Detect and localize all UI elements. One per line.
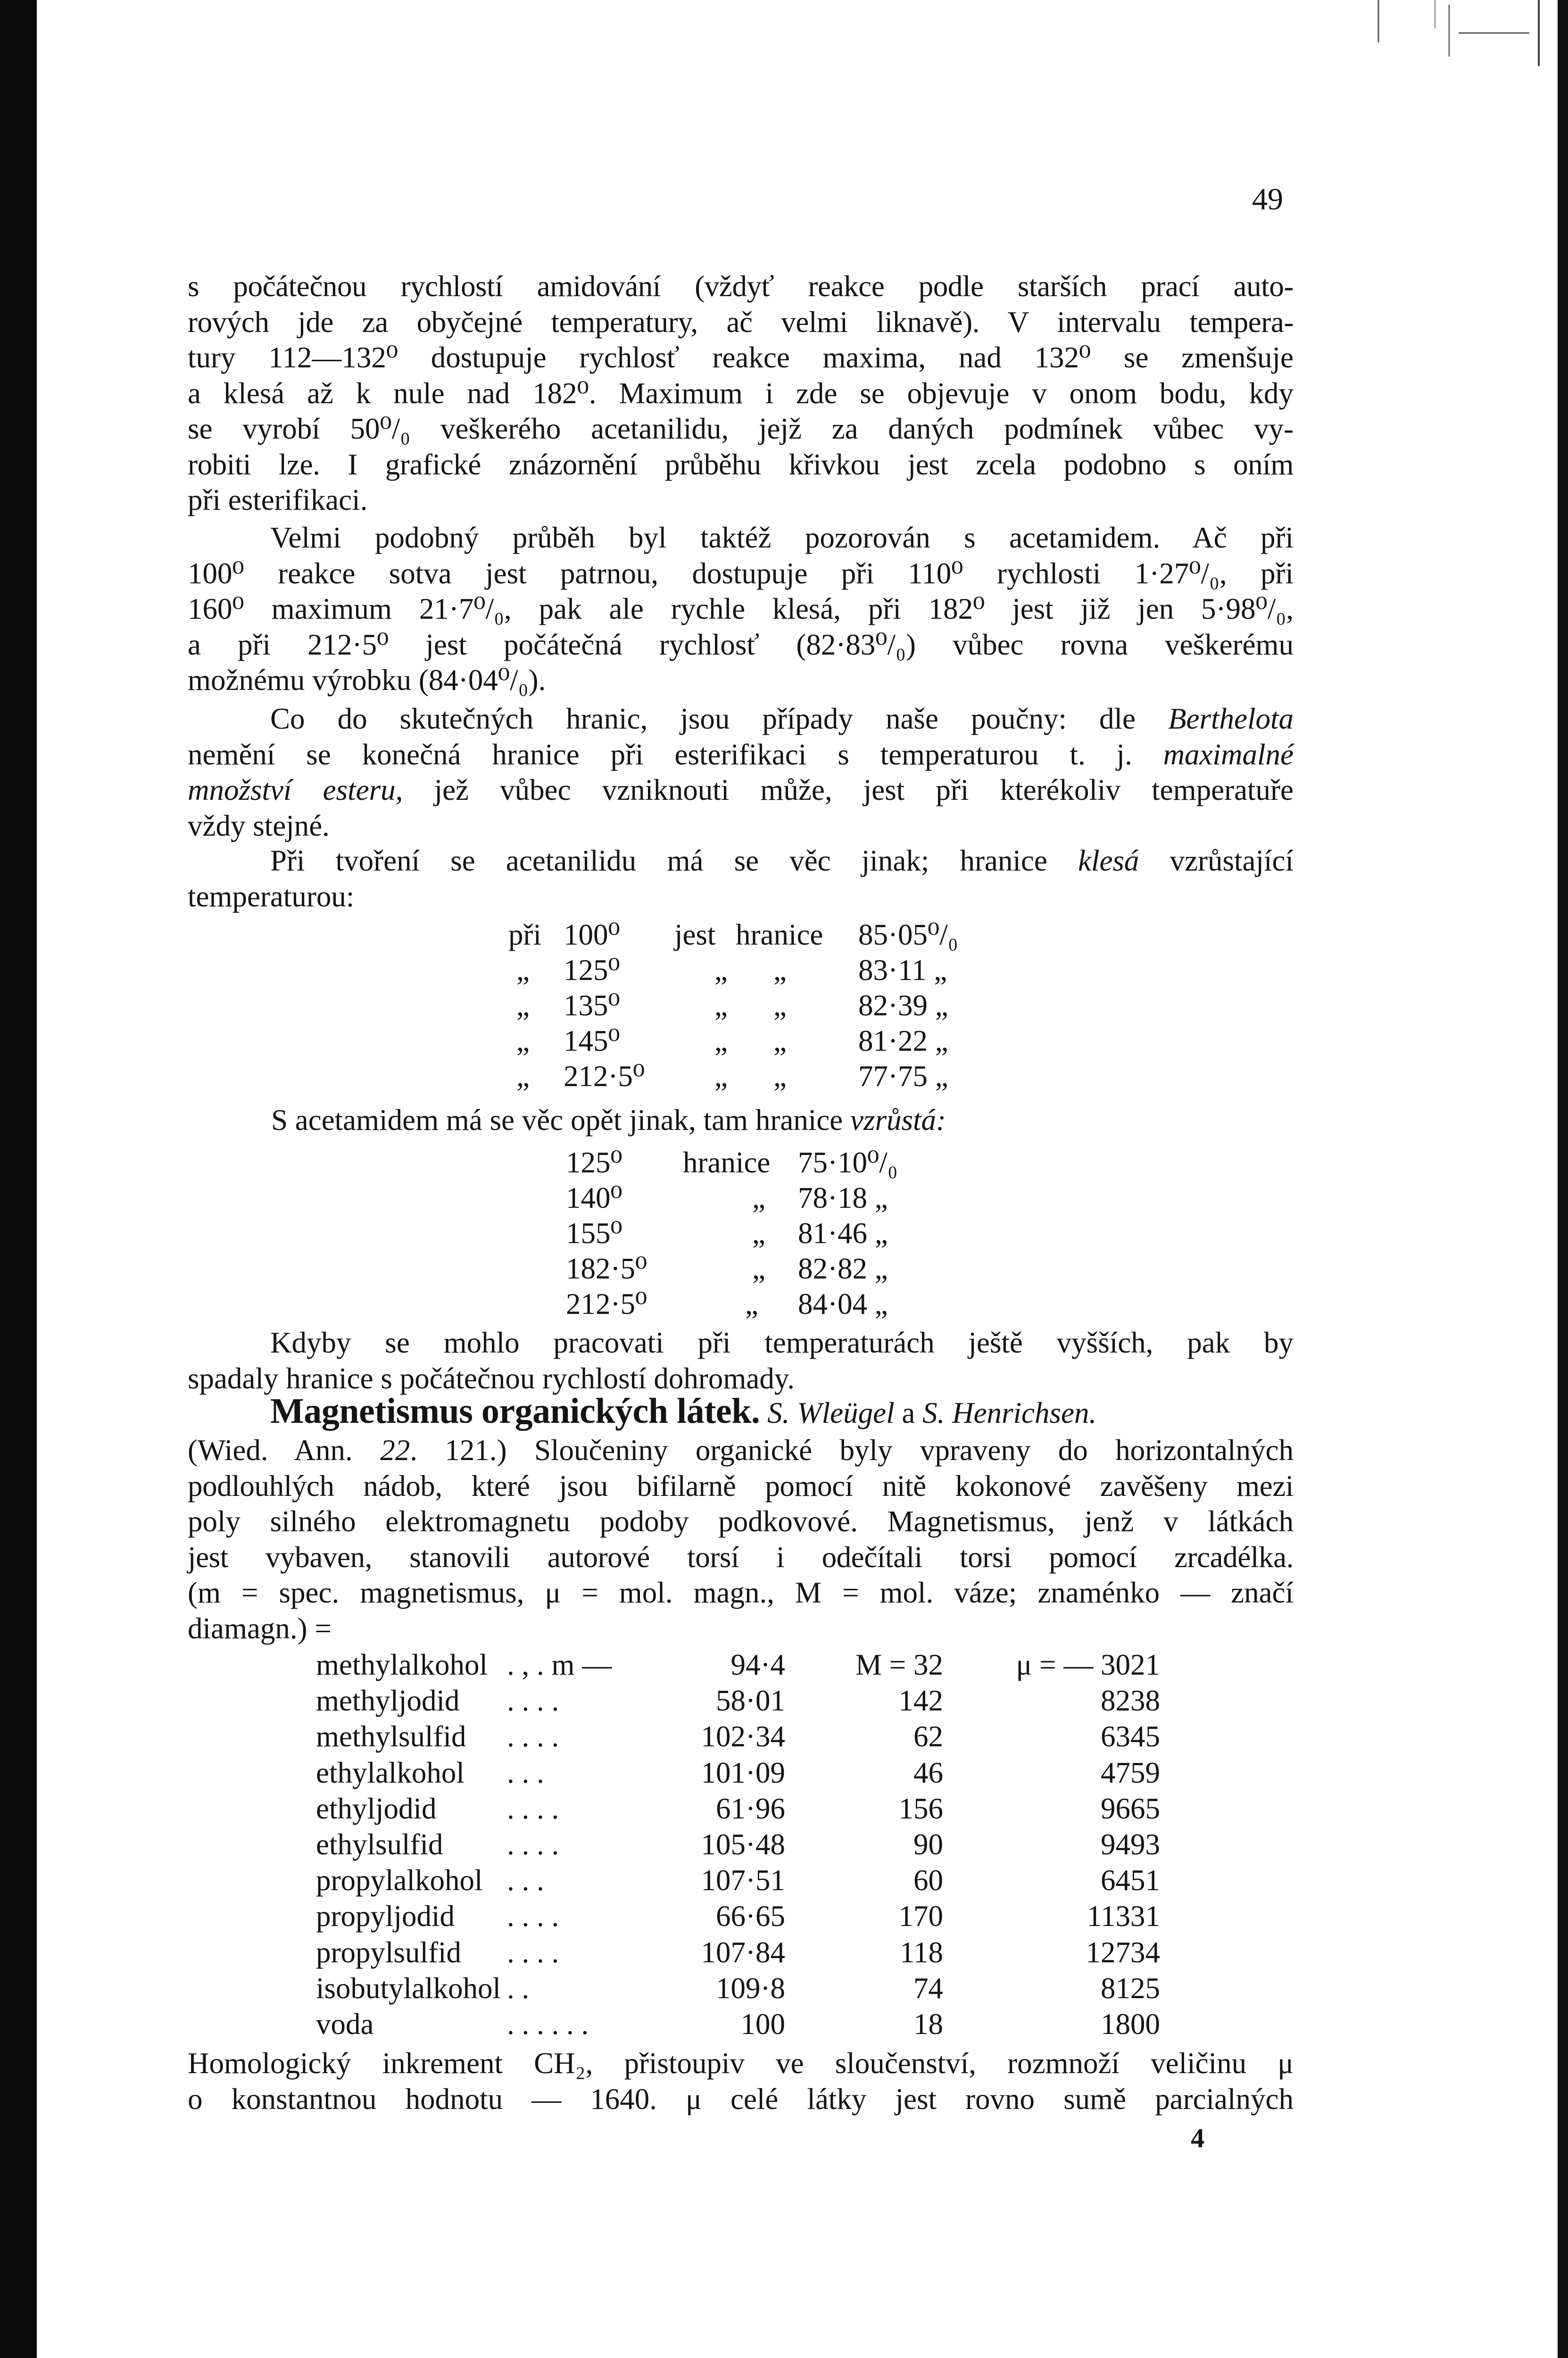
text-line: Co do skutečných hranic, jsou případy naše poučny: dle Berthelota bbox=[270, 702, 1294, 735]
mol-magnetism: 6451 bbox=[1101, 1864, 1160, 1897]
mol-weight: 156 bbox=[898, 1792, 943, 1825]
spec-magnetism: 101·09 bbox=[701, 1756, 785, 1789]
text-line: možnému výrobku (84·04⁰/₀). bbox=[188, 664, 546, 697]
mol-weight: 142 bbox=[898, 1684, 943, 1718]
mol-magnetism: 1800 bbox=[1101, 2008, 1160, 2041]
mol-weight: M = 32 bbox=[855, 1648, 943, 1681]
mol-magnetism: 8125 bbox=[1101, 1971, 1160, 2005]
text-line: při esterifikaci. bbox=[188, 483, 368, 516]
spec-magnetism: 58·01 bbox=[716, 1684, 785, 1718]
text-line: (m = spec. magnetismus, μ = mol. magn., M = mol. váze; znaménko — značí bbox=[188, 1576, 1294, 1609]
leader-dots: . . . bbox=[507, 1756, 544, 1789]
text-line: vždy stejné. bbox=[188, 809, 330, 842]
table-row: „ 125⁰ „ „ 83·11 „ bbox=[516, 954, 947, 987]
mol-magnetism: 6345 bbox=[1101, 1720, 1160, 1753]
table-row bbox=[0, 1719, 1568, 1754]
text-line: Kdyby se mohlo pracovati při temperaturách ještě vyšších, pak by bbox=[270, 1326, 1294, 1359]
text-line: množství esteru, jež vůbec vzniknouti může, jest při kterékoliv temperatuře bbox=[188, 773, 1294, 806]
table-row bbox=[0, 1791, 1568, 1827]
mol-magnetism: 12734 bbox=[1086, 1935, 1160, 1969]
mol-weight: 60 bbox=[913, 1864, 943, 1897]
page-number: 49 bbox=[1252, 182, 1283, 216]
leader-dots: . . . . bbox=[507, 1720, 559, 1753]
table-row bbox=[0, 1935, 1568, 1970]
mol-magnetism: 9665 bbox=[1101, 1792, 1160, 1825]
signature-mark: 4 bbox=[1191, 2123, 1204, 2153]
table-row: 155⁰ „ 81·46 „ bbox=[566, 1217, 888, 1250]
spec-magnetism: 100 bbox=[740, 2008, 785, 2041]
spec-magnetism: 61·96 bbox=[716, 1792, 785, 1825]
text-line: diamagn.) = bbox=[188, 1611, 332, 1645]
table-row: „ 145⁰ „ „ 81·22 „ bbox=[516, 1024, 948, 1057]
leader-dots: . , . m — bbox=[507, 1648, 612, 1681]
spec-magnetism: 109·8 bbox=[716, 1971, 785, 2005]
substance-name: methyljodid bbox=[316, 1684, 460, 1718]
mol-magnetism: 11331 bbox=[1087, 1900, 1160, 1933]
text-line: se vyrobí 50⁰/₀ veškerého acetanilidu, jejž za daných podmínek vůbec vy- bbox=[188, 412, 1294, 445]
mol-weight: 170 bbox=[898, 1900, 943, 1933]
leader-dots: . . . . bbox=[507, 1900, 559, 1933]
table-row: 182·5⁰ „ 82·82 „ bbox=[566, 1252, 888, 1285]
substance-name: ethyljodid bbox=[316, 1792, 437, 1825]
leader-dots: . . . . . . bbox=[507, 2008, 589, 2041]
leader-dots: . . . . bbox=[507, 1792, 559, 1825]
substance-name: ethylalkohol bbox=[316, 1756, 465, 1789]
substance-name: methylsulfid bbox=[316, 1720, 466, 1753]
text-line: robiti lze. I grafické znázornění průběhu křivkou jest zcela podobno s oním bbox=[188, 448, 1294, 481]
leader-dots: . . bbox=[507, 1971, 530, 2005]
paragraph-higher-temperatures bbox=[188, 1325, 1294, 1396]
leader-dots: . . . bbox=[507, 1864, 544, 1897]
table-row: při 100⁰ jest hranice 85·05⁰/₀ bbox=[508, 918, 958, 951]
table-row bbox=[0, 1863, 1568, 1898]
text-line: podlouhlých nádob, které jsou bifilarně pomocí nitě kokonové zavěšeny mezi bbox=[188, 1469, 1294, 1503]
table-row: 140⁰ „ 78·18 „ bbox=[566, 1181, 888, 1214]
text-line: Při tvoření se acetanilidu má se věc jinak; hranice klesá vzrůstající bbox=[270, 844, 1294, 877]
substance-name: ethylsulfid bbox=[316, 1828, 443, 1861]
mol-magnetism: μ = — 3021 bbox=[1016, 1648, 1160, 1681]
spec-magnetism: 107·51 bbox=[701, 1864, 785, 1897]
section-heading-line: Magnetismus organických látek. S. Wleügel a S. Henrichsen. bbox=[270, 1391, 1097, 1431]
text-line: Velmi podobný průběh byl taktéž pozorován s acetamidem. Ač při bbox=[270, 521, 1294, 554]
substance-name: propylalkohol bbox=[316, 1864, 483, 1897]
substance-name: methylalkohol bbox=[316, 1648, 488, 1681]
table-row bbox=[0, 1647, 1568, 1683]
text-line: spadaly hranice s počátečnou rychlostí dohromady. bbox=[188, 1362, 795, 1395]
text-line: jest vybaven, stanovili autorové torsí i odečítali torsi pomocí zrcadélka. bbox=[188, 1540, 1294, 1574]
text-line: temperaturou: bbox=[188, 880, 355, 913]
table-row: „ 135⁰ „ „ 82·39 „ bbox=[516, 989, 948, 1022]
leader-dots: . . . . bbox=[507, 1684, 559, 1718]
mol-magnetism: 8238 bbox=[1101, 1684, 1160, 1718]
text-line: rových jde za obyčejné temperatury, ač velmi liknavě). V intervalu tempera- bbox=[188, 305, 1294, 339]
text-line: Homologický inkrement CH₂, přistoupiv ve sloučenství, rozmnoží veličinu μ bbox=[188, 2047, 1294, 2080]
mol-weight: 74 bbox=[913, 1971, 943, 2005]
text-line: a klesá až k nule nad 182⁰. Maximum i zde se objevuje v onom bodu, kdy bbox=[188, 376, 1294, 410]
acetamide-limit-line: S acetamidem má se věc opět jinak, tam hranice vzrůstá: bbox=[271, 1104, 946, 1137]
substance-name: voda bbox=[316, 2008, 374, 2041]
section-heading: Magnetismus organických látek. bbox=[270, 1391, 760, 1431]
mol-weight: 62 bbox=[913, 1720, 943, 1753]
table-row bbox=[0, 1971, 1568, 2006]
paragraph-amidation bbox=[188, 269, 1294, 518]
table-row bbox=[0, 1827, 1568, 1862]
text-line: 160⁰ maximum 21·7⁰/₀, pak ale rychle klesá, při 182⁰ jest již jen 5·98⁰/₀, bbox=[188, 592, 1294, 625]
text-line: a při 212·5⁰ jest počátečná rychlosť (82·83⁰/₀) vůbec rovna veškerému bbox=[188, 628, 1294, 661]
table-row: 125⁰ hranice 75·10⁰/₀ bbox=[566, 1146, 898, 1179]
substance-name: isobutylalkohol bbox=[316, 1971, 501, 2005]
text-line: tury 112—132⁰ dostupuje rychlosť reakce maxima, nad 132⁰ se zmenšuje bbox=[188, 341, 1294, 374]
mol-magnetism: 4759 bbox=[1101, 1756, 1160, 1789]
text-line: poly silného elektromagnetu podoby podkovové. Magnetismus, jenž v látkách bbox=[188, 1505, 1294, 1538]
text-line: o konstantnou hodnotu — 1640. μ celé látky jest rovno sumě parcialných bbox=[188, 2082, 1294, 2116]
mol-magnetism: 9493 bbox=[1101, 1828, 1160, 1861]
text-line: (Wied. Ann. 22. 121.) Sloučeniny organické byly vpraveny do horizontalných bbox=[188, 1434, 1294, 1467]
mol-weight: 90 bbox=[913, 1828, 943, 1861]
table-row bbox=[0, 1755, 1568, 1791]
table-row bbox=[0, 2007, 1568, 2042]
spec-magnetism: 107·84 bbox=[701, 1935, 785, 1969]
mol-weight: 18 bbox=[913, 2008, 943, 2041]
substance-name: propyljodid bbox=[316, 1900, 455, 1933]
table-row bbox=[0, 1899, 1568, 1934]
spec-magnetism: 102·34 bbox=[701, 1720, 785, 1753]
spec-magnetism: 94·4 bbox=[730, 1648, 785, 1681]
spec-magnetism: 105·48 bbox=[701, 1828, 785, 1861]
paragraph-homologous-increment bbox=[188, 2046, 1294, 2117]
leader-dots: . . . . bbox=[507, 1828, 559, 1861]
table-row: 212·5⁰ „ 84·04 „ bbox=[566, 1287, 888, 1320]
substance-name: propylsulfid bbox=[316, 1935, 461, 1969]
spec-magnetism: 66·65 bbox=[716, 1900, 785, 1933]
paragraph-acetamide bbox=[188, 520, 1294, 698]
leader-dots: . . . . bbox=[507, 1935, 559, 1969]
table-row: „ 212·5⁰ „ „ 77·75 „ bbox=[516, 1060, 948, 1093]
mol-weight: 46 bbox=[913, 1756, 943, 1789]
text-line: s počátečnou rychlostí amidování (vždyť reakce podle starších prací auto- bbox=[188, 270, 1294, 303]
paragraph-limits bbox=[188, 701, 1294, 844]
paragraph-acetanilide-limit bbox=[188, 843, 1294, 914]
table-row bbox=[0, 1683, 1568, 1719]
text-line: 100⁰ reakce sotva jest patrnou, dostupuje při 110⁰ rychlosti 1·27⁰/₀, při bbox=[188, 556, 1294, 590]
scan-corner-marks bbox=[1360, 0, 1558, 71]
text-line: nemění se konečná hranice při esterifikaci s temperaturou t. j. maximalné bbox=[188, 738, 1294, 771]
mol-weight: 118 bbox=[899, 1935, 943, 1969]
section-magnetism bbox=[188, 1391, 1294, 1646]
